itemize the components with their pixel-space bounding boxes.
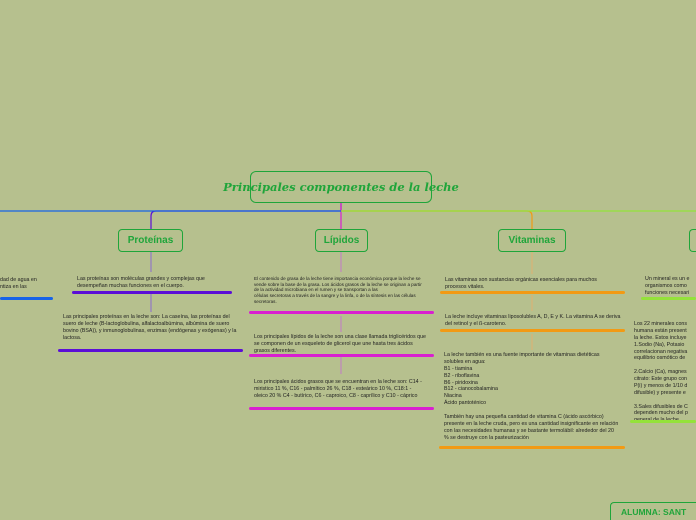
vitaminas-underline-3: [439, 446, 625, 449]
proteinas-note-1: Las proteínas son moléculas grandes y complejas que desempeñan muchas funciones en el cuerpo.: [77, 276, 205, 289]
root-title: Principales componentes de la leche: [223, 180, 459, 194]
lipidos-note-3: Los principales ácidos grasos que se encuentran en la leche son: C14 -miristico 11 %, C16 - palmítico 26 %, C18 - esteárico 10 %, C18:1 - oleico 20 % C4 - butírico, C6 - caproico, C8 - caprílico y C10 - cáprico: [254, 379, 422, 399]
lipidos-underline-2: [249, 354, 434, 357]
branch-lipidos-label: Lípidos: [323, 235, 360, 246]
proteinas-underline-2: [58, 349, 243, 352]
lipidos-note-1: El contenido de grasa de la leche tiene importancia económica porque la leche se vende sobre la base de la grasa. Los ácidos grasos de la leche se originan a partir de la actividad microbiana en el rumen y se transportan a las células secretoras a través de la sangre y la linfa, o de la síntesis en las células secretoras.: [254, 276, 422, 304]
link-proteinas: [151, 203, 341, 229]
minerales-underline-1: [641, 297, 696, 300]
vitaminas-underline-2: [440, 329, 625, 332]
branch-vitaminas-label: Vitaminas: [508, 235, 556, 246]
vitaminas-note-1: Las vitaminas son sustancias orgánicas esenciales para muchos procesos vitales.: [445, 277, 597, 290]
branch-lipidos[interactable]: [315, 229, 368, 252]
branch-minerales[interactable]: [689, 229, 696, 252]
left-fragment-note: dad de agua en ntiza en las: [0, 277, 37, 290]
vitaminas-note-3: La leche también es una fuente importante de vitaminas dietéticas solubles en agua: B1 - tiamina B2 - riboflavina B6 - piridoxina B12 - cianocobalamina Niacina Ácido pantoténico También hay una pequeña cantidad de vitamina C (ácido ascórbico) presente en la leche cruda, pero es una cantidad insignificante en relación con las necesidades humanas y se bastante termolábil: alrededor del 20 % se destruye con la pasteurización: [444, 352, 619, 441]
author-label: ALUMNA: SANT: [621, 506, 687, 517]
vitaminas-note-2: La leche incluye vitaminas liposolubles A, D, E y K. La vitamina A se deriva del retinol y el ß-caroteno.: [445, 314, 621, 327]
author-box[interactable]: [610, 502, 696, 520]
branch-proteinas-label: Proteínas: [127, 235, 174, 246]
proteinas-note-2: Las principales proteínas en la leche son: La caseína, las proteínas del suero de leche (B-lactoglobulina, alfalactoalbúmina, albúmina de suero bovino (BSA)), y inmunoglobulinas, enzimas (endógenas y exógenas) y la lactosa.: [63, 314, 237, 341]
minerales-underline-2: [630, 420, 696, 423]
vitaminas-underline-1: [440, 291, 625, 294]
lipidos-underline-1: [249, 311, 434, 314]
link-vitaminas: [341, 211, 532, 229]
minerales-note-2: Los 22 minerales cons humana están present la leche. Estos incluye 1.Sodio (Na), Potasio correlacionan negativa equilibrio osmótico de 2.Calcio (Ca), magnes citrato: Este grupo con P(i) y menos de 1/10 d difusible) y presente e 3.Sales difusibles de C dependen mucho del p: [634, 321, 688, 417]
minerales-note-1: Un mineral es un e organismos como funciones necesari: [645, 276, 690, 296]
lipidos-note-2: Los principales lípidos de la leche son una clase llamada triglicéridos que se componen de un esqueleto de glicerol que une hasta tres ácidos grasos diferentes.: [254, 334, 426, 354]
lipidos-underline-3: [249, 407, 434, 410]
left-fragment-underline: [0, 297, 53, 300]
branch-proteinas[interactable]: [118, 229, 183, 252]
branch-vitaminas[interactable]: [498, 229, 566, 252]
proteinas-underline-1: [72, 291, 232, 294]
root-topic[interactable]: [223, 171, 459, 203]
